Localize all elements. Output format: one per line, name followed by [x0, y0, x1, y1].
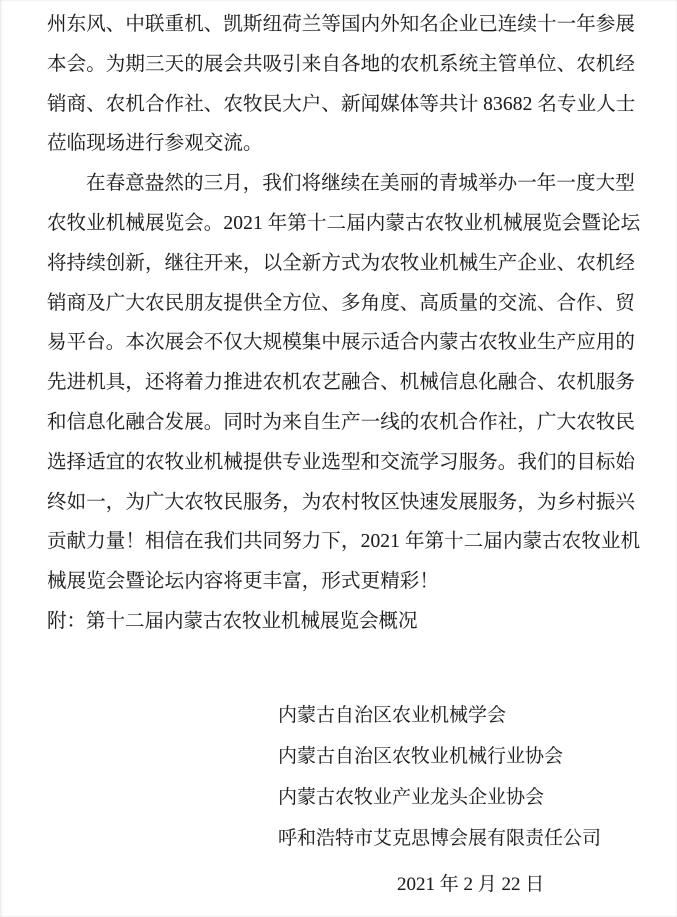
body-line: 易平台。本次展会不仅大规模集中展示适合内蒙古农牧业生产应用的	[47, 332, 636, 354]
body-line: 先进机具，还将着力推进农机农艺融合、机械信息化融合、农机服务	[47, 372, 636, 394]
attachment-line: 附：第十二届内蒙古农牧业机械展览会概况	[47, 610, 418, 632]
signature-line: 内蒙古自治区农业机械学会	[278, 704, 507, 726]
body-line: 销商、农机合作社、农牧民大户、新闻媒体等共计 83682 名专业人士	[47, 93, 636, 115]
body-line: 农牧业机械展览会。2021 年第十二届内蒙古农牧业机械展览会暨论坛	[47, 212, 641, 234]
body-line: 终如一，为广大农牧民服务，为农村牧区快速发展服务，为乡村振兴	[47, 491, 636, 513]
signature-line: 呼和浩特市艾克思博会展有限责任公司	[278, 827, 602, 849]
paragraph-2	[47, 164, 639, 602]
attachment-note	[47, 602, 639, 642]
body-line: 械展览会暨论坛内容将更丰富，形式更精彩！	[47, 571, 440, 593]
body-line: 销商及广大农民朋友提供全方位、多角度、高质量的交流、合作、贸	[47, 292, 636, 314]
body-line: 莅临现场进行参观交流。	[47, 133, 263, 155]
body-line: 州东风、中联重机、凯斯纽荷兰等国内外知名企业已连续十一年参展	[47, 14, 636, 35]
body-line: 贡献力量！相信在我们共同努力下，2021 年第十二届内蒙古农牧业机	[47, 531, 641, 553]
signature-line: 内蒙古自治区农牧业机械行业协会	[278, 745, 564, 767]
body-line: 选择适宜的农牧业机械提供专业选型和交流学习服务。我们的目标始	[47, 451, 636, 473]
signature-line: 内蒙古农牧业产业龙头企业协会	[278, 786, 545, 808]
paragraph-1	[47, 5, 639, 164]
signature-date: 2021 年 2 月 22 日	[397, 873, 545, 895]
signature-block	[278, 695, 639, 859]
body-line: 本会。为期三天的展会共吸引来自各地的农机系统主管单位、农机经	[47, 53, 636, 75]
body-line: 和信息化融合发展。同时为来自生产一线的农机合作社，广大农牧民	[47, 411, 636, 433]
body-line: 将持续创新，继往开来，以全新方式为农牧业机械生产企业、农机经	[47, 252, 636, 274]
body-line: 在春意盎然的三月，我们将继续在美丽的青城举办一年一度大型	[86, 173, 635, 195]
